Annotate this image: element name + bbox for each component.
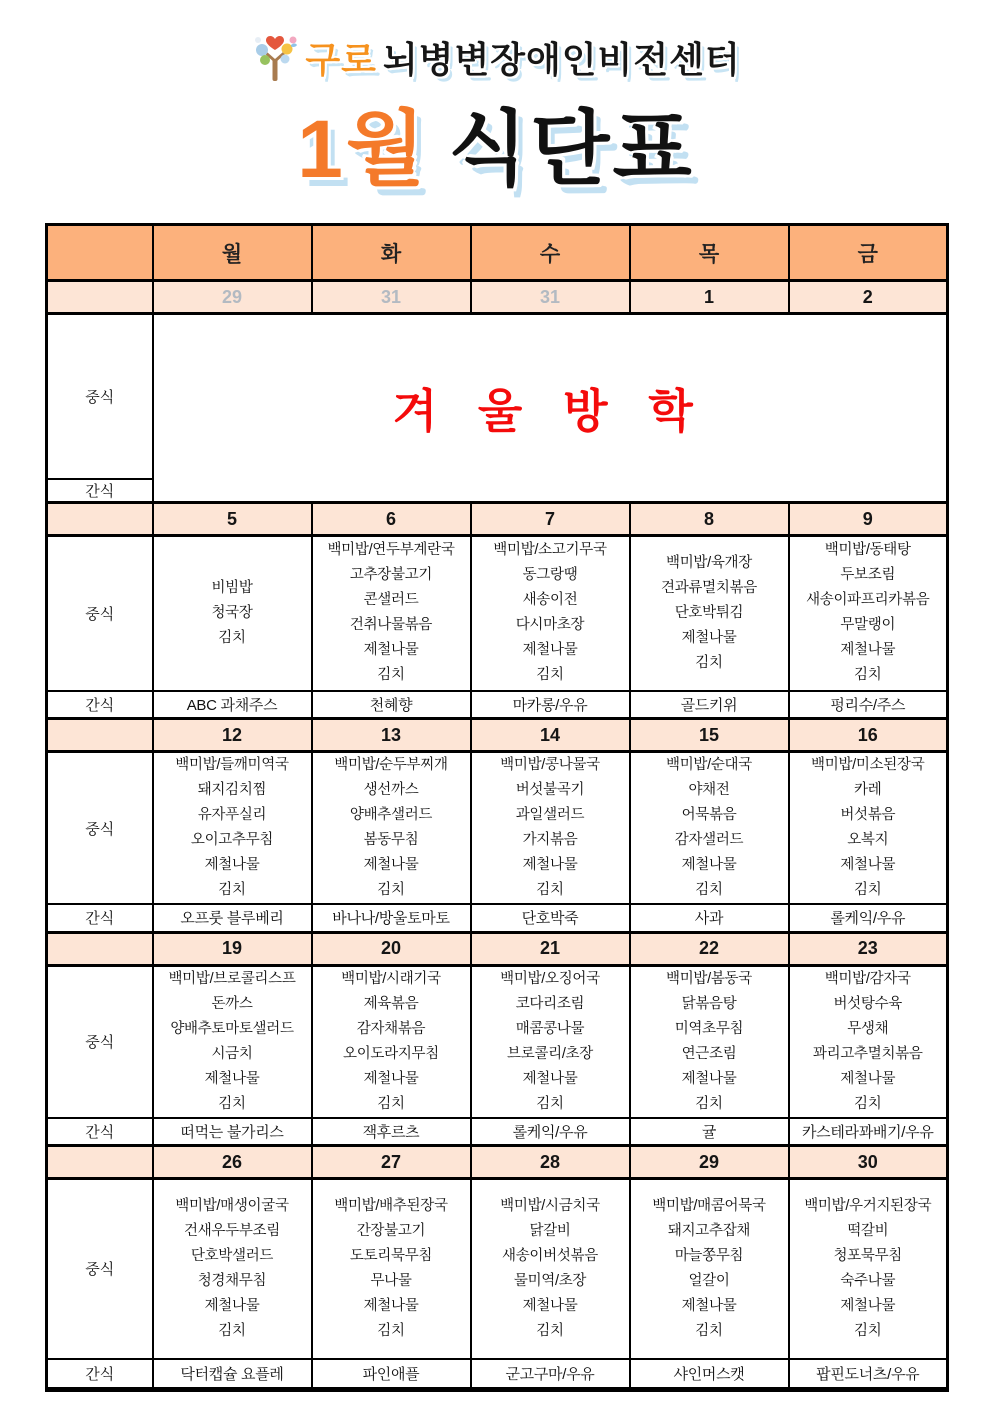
menu-item: 김치 [536, 1322, 564, 1339]
menu-item: 백미밥/매생이굴국 [175, 1197, 289, 1214]
lunch-cell-tue [312, 965, 471, 1118]
snack-cell-mon: 닥터캡슐 요플레 [153, 1359, 312, 1390]
lunch-label: 중식 [47, 1179, 153, 1359]
menu-item: 감자채볶음 [356, 1020, 426, 1037]
lunch-cell-wed [471, 536, 630, 691]
menu-item: 김치 [377, 667, 405, 684]
menu-item: 백미밥/봄동국 [666, 970, 752, 987]
weekday-cell-fri: 금 [789, 225, 948, 281]
menu-item: 백미밥/동태탕 [824, 542, 911, 559]
weekday-cell-thu: 목 [630, 225, 789, 281]
date-cell-thu: 15 [630, 719, 789, 752]
menu-item: 백미밥/시래기국 [341, 970, 441, 987]
menu-item: 백미밥/소고기무국 [493, 542, 607, 559]
menu-item: 무나물 [370, 1272, 412, 1289]
vacation-banner [153, 314, 948, 503]
menu-item: 청포묵무침 [833, 1247, 903, 1264]
menu-item: 카레 [854, 782, 882, 798]
menu-item: 제철나물 [363, 642, 419, 659]
menu-item: 돼지고추잡채 [667, 1222, 751, 1239]
lunch-cell-mon [153, 965, 312, 1118]
snack-label: 간식 [47, 691, 153, 719]
date-cell-wed: 14 [471, 719, 630, 752]
snack-cell-tue: 천혜향 [312, 691, 471, 719]
date-cell-fri: 23 [789, 932, 948, 965]
menu-item: 김치 [536, 1095, 564, 1112]
lunch-cell-mon [153, 1179, 312, 1359]
menu-item: 제철나물 [204, 857, 260, 873]
lunch-cell-fri [789, 965, 948, 1118]
date-corner-cell [47, 503, 153, 536]
menu-item: 닭갈비 [529, 1222, 571, 1239]
lunch-label: 중식 [47, 752, 153, 905]
snack-cell-wed: 군고구마/우유 [471, 1359, 630, 1390]
menu-item: 김치 [377, 1095, 405, 1112]
lunch-row-week4 [47, 965, 948, 1118]
date-cell-wed: 7 [471, 503, 630, 536]
menu-item: 김치 [218, 882, 246, 898]
menu-item: 청경채무침 [197, 1272, 267, 1289]
menu-item: 김치 [854, 667, 882, 684]
date-cell-tue: 27 [312, 1146, 471, 1179]
menu-item: 새송이파프리카볶음 [806, 592, 930, 609]
menu-item: 백미밥/오징어국 [500, 970, 600, 987]
menu-item: 무말랭이 [840, 617, 896, 634]
menu-item: 간장불고기 [356, 1222, 426, 1239]
weekday-header-row [47, 225, 948, 281]
snack-row-week5 [47, 1359, 948, 1390]
date-cell-fri: 16 [789, 719, 948, 752]
menu-item: 봄동무침 [363, 832, 419, 848]
menu-item: 백미밥/브로콜리스프 [168, 970, 296, 987]
menu-item: 숙주나물 [840, 1272, 896, 1289]
menu-item: 도토리묵무침 [349, 1247, 433, 1264]
menu-item: 백미밥/연두부계란국 [327, 542, 455, 559]
lunch-cell-tue [312, 536, 471, 691]
menu-item: 제철나물 [522, 642, 578, 659]
menu-item: 단호박튀김 [674, 604, 744, 621]
date-row-week2 [47, 503, 948, 536]
menu-item: 김치 [695, 882, 723, 898]
snack-cell-wed: 마카롱/우유 [471, 691, 630, 719]
menu-item: 제철나물 [363, 1297, 419, 1314]
date-corner-cell [47, 719, 153, 752]
lunch-cell-mon [153, 536, 312, 691]
menu-item: 김치 [536, 882, 564, 898]
menu-item: 제철나물 [681, 1070, 737, 1087]
lunch-cell-wed [471, 752, 630, 905]
menu-item: 백미밥/시금치국 [500, 1197, 600, 1214]
date-cell-fri: 9 [789, 503, 948, 536]
lunch-cell-fri [789, 536, 948, 691]
snack-cell-fri: 카스테라꽈배기/우유 [789, 1118, 948, 1146]
date-cell-wed: 28 [471, 1146, 630, 1179]
menu-item: 얼갈이 [688, 1272, 730, 1289]
snack-row-week4 [47, 1118, 948, 1146]
menu-item: 가지볶음 [522, 832, 578, 848]
date-corner-cell [47, 1146, 153, 1179]
lunch-row-week2 [47, 536, 948, 691]
menu-item: 백미밥/매콤어묵국 [652, 1197, 766, 1214]
menu-item: 제철나물 [204, 1070, 260, 1087]
date-cell-thu: 8 [630, 503, 789, 536]
menu-item: 제철나물 [840, 1297, 896, 1314]
menu-item: 꽈리고추멸치볶음 [812, 1045, 923, 1062]
menu-item: 미역초무침 [674, 1020, 744, 1037]
menu-item: 백미밥/순대국 [666, 757, 752, 773]
lunch-row-week5 [47, 1179, 948, 1359]
menu-item: 견과류멸치볶음 [661, 579, 757, 596]
snack-cell-fri: 팝핀도너츠/우유 [789, 1359, 948, 1390]
menu-item: 오복지 [847, 832, 889, 848]
snack-cell-tue: 바나나/방울토마토 [312, 904, 471, 932]
menu-item: 버섯볶음 [840, 807, 896, 823]
date-cell-tue: 31 [312, 281, 471, 314]
snack-cell-tue: 잭후르츠 [312, 1118, 471, 1146]
snack-cell-mon: 떠먹는 불가리스 [153, 1118, 312, 1146]
snack-cell-fri: 펑리수/주스 [789, 691, 948, 719]
menu-item: 오이고추무침 [190, 832, 274, 848]
menu-item: 제철나물 [363, 857, 419, 873]
snack-cell-mon: ABC 과채주스 [153, 691, 312, 719]
menu-item: 연근조림 [681, 1045, 737, 1062]
menu-item: 제철나물 [522, 857, 578, 873]
lunch-label: 중식 [47, 965, 153, 1118]
page-title [0, 100, 992, 200]
menu-item: 김치 [218, 629, 246, 646]
menu-item: 마늘쫑무침 [674, 1247, 744, 1264]
weekday-cell-wed: 수 [471, 225, 630, 281]
snack-cell-wed: 단호박죽 [471, 904, 630, 932]
date-cell-thu: 22 [630, 932, 789, 965]
menu-item: 콘샐러드 [363, 592, 419, 609]
meal-plan-table [45, 223, 949, 1392]
lunch-cell-fri [789, 752, 948, 905]
menu-item: 닭볶음탕 [681, 995, 737, 1012]
brand-name-rest: 뇌병변장애인비전센터 [382, 39, 741, 80]
date-row-week3 [47, 719, 948, 752]
lunch-cell-wed [471, 1179, 630, 1359]
vacation-text: 겨 울 방 학 [392, 385, 707, 437]
menu-item: 백미밥/들깨미역국 [175, 757, 289, 773]
date-cell-wed: 31 [471, 281, 630, 314]
menu-item: 김치 [695, 1322, 723, 1339]
menu-item: 제철나물 [681, 1297, 737, 1314]
menu-item: 백미밥/미소된장국 [811, 757, 925, 773]
date-cell-mon: 29 [153, 281, 312, 314]
date-cell-tue: 13 [312, 719, 471, 752]
menu-item: 김치 [218, 1322, 246, 1339]
menu-item: 제육볶음 [363, 995, 419, 1012]
menu-item: 제철나물 [840, 642, 896, 659]
date-row-week1 [47, 281, 948, 314]
date-row-week5 [47, 1146, 948, 1179]
menu-item: 제철나물 [681, 857, 737, 873]
menu-item: 시금치 [211, 1045, 253, 1062]
menu-item: 김치 [218, 1095, 246, 1112]
menu-item: 제철나물 [681, 629, 737, 646]
snack-row-week3 [47, 904, 948, 932]
menu-item: 제철나물 [204, 1297, 260, 1314]
menu-item: 김치 [695, 654, 723, 671]
snack-label: 간식 [47, 1359, 153, 1390]
weekday-cell-mon: 월 [153, 225, 312, 281]
date-cell-mon: 19 [153, 932, 312, 965]
lunch-cell-thu [630, 536, 789, 691]
menu-item: 동그랑땡 [522, 567, 578, 584]
menu-item: 제철나물 [363, 1070, 419, 1087]
snack-cell-fri: 롤케익/우유 [789, 904, 948, 932]
snack-cell-mon: 오프룻 블루베리 [153, 904, 312, 932]
menu-item: 무생채 [847, 1020, 889, 1037]
menu-item: 코다리조림 [515, 995, 585, 1012]
date-cell-mon: 12 [153, 719, 312, 752]
menu-item: 야채전 [688, 782, 730, 798]
menu-item: 김치 [854, 882, 882, 898]
snack-cell-thu: 귤 [630, 1118, 789, 1146]
date-corner-cell [47, 932, 153, 965]
menu-item: 오이도라지무침 [343, 1045, 439, 1062]
menu-item: 돈까스 [211, 995, 253, 1012]
menu-item: 청국장 [211, 604, 253, 621]
menu-item: 새송이버섯볶음 [502, 1247, 598, 1264]
menu-item: 버섯탕수육 [833, 995, 903, 1012]
menu-item: 양배추토마토샐러드 [170, 1020, 294, 1037]
lunch-cell-thu [630, 1179, 789, 1359]
lunch-cell-thu [630, 965, 789, 1118]
menu-item: 새송이전 [522, 592, 578, 609]
menu-item: 제철나물 [840, 1070, 896, 1087]
menu-item: 물미역/초장 [513, 1272, 587, 1289]
menu-item: 과일샐러드 [515, 807, 585, 823]
brand-name-prefix: 구로 [305, 39, 377, 80]
menu-item: 김치 [695, 1095, 723, 1112]
menu-item: 제철나물 [840, 857, 896, 873]
lunch-row-week1 [47, 314, 948, 479]
date-cell-fri: 30 [789, 1146, 948, 1179]
menu-item: 백미밥/콩나물국 [500, 757, 600, 773]
lunch-cell-mon [153, 752, 312, 905]
snack-label: 간식 [47, 479, 153, 503]
menu-item: 고추장불고기 [349, 567, 433, 584]
snack-cell-thu: 골드키위 [630, 691, 789, 719]
menu-item: 어묵볶음 [681, 807, 737, 823]
menu-item: 건취나물볶음 [349, 617, 433, 634]
menu-item: 백미밥/순두부찌개 [334, 757, 448, 773]
snack-cell-thu: 사과 [630, 904, 789, 932]
snack-cell-tue: 파인애플 [312, 1359, 471, 1390]
corner-cell [47, 225, 153, 281]
title-text: 식단표 [448, 104, 695, 195]
date-cell-wed: 21 [471, 932, 630, 965]
menu-item: 김치 [377, 882, 405, 898]
menu-item: 건새우두부조림 [184, 1222, 280, 1239]
lunch-label: 중식 [47, 314, 153, 479]
menu-item: 감자샐러드 [674, 832, 744, 848]
menu-item: 백미밥/배추된장국 [334, 1197, 448, 1214]
menu-item: 유자푸실리 [197, 807, 267, 823]
snack-label: 간식 [47, 1118, 153, 1146]
date-cell-mon: 26 [153, 1146, 312, 1179]
date-cell-thu: 1 [630, 281, 789, 314]
menu-item: 김치 [536, 667, 564, 684]
menu-item: 백미밥/감자국 [824, 970, 911, 987]
menu-item: 브로콜리/초장 [507, 1045, 593, 1062]
menu-item: 김치 [377, 1322, 405, 1339]
snack-cell-wed: 롤케익/우유 [471, 1118, 630, 1146]
menu-item: 떡갈비 [847, 1222, 889, 1239]
menu-item: 다시마초장 [515, 617, 585, 634]
menu-item: 생선까스 [363, 782, 419, 798]
menu-item: 제철나물 [522, 1070, 578, 1087]
menu-item: 매콤콩나물 [515, 1020, 585, 1037]
lunch-cell-tue [312, 752, 471, 905]
date-corner-cell [47, 281, 153, 314]
weekday-cell-tue: 화 [312, 225, 471, 281]
date-cell-tue: 6 [312, 503, 471, 536]
menu-item: 백미밥/육개장 [666, 554, 752, 571]
date-cell-thu: 29 [630, 1146, 789, 1179]
menu-item: 김치 [854, 1095, 882, 1112]
lunch-label: 중식 [47, 536, 153, 691]
page-header [0, 0, 992, 200]
menu-item: 제철나물 [522, 1297, 578, 1314]
date-cell-fri: 2 [789, 281, 948, 314]
title-month: 1월 [297, 104, 429, 195]
date-row-week4 [47, 932, 948, 965]
snack-cell-thu: 샤인머스캣 [630, 1359, 789, 1390]
menu-item: 두보조림 [840, 567, 896, 584]
date-cell-tue: 20 [312, 932, 471, 965]
snack-row-week2 [47, 691, 948, 719]
menu-item: 버섯불곡기 [515, 782, 585, 798]
lunch-cell-tue [312, 1179, 471, 1359]
snack-label: 간식 [47, 904, 153, 932]
menu-item: 양배추샐러드 [349, 807, 433, 823]
menu-item: 김치 [854, 1322, 882, 1339]
date-cell-mon: 5 [153, 503, 312, 536]
menu-item: 돼지김치찜 [197, 782, 267, 798]
lunch-cell-wed [471, 965, 630, 1118]
menu-item: 백미밥/우거지된장국 [804, 1197, 932, 1214]
lunch-cell-fri [789, 1179, 948, 1359]
menu-item: 단호박샐러드 [190, 1247, 274, 1264]
lunch-row-week3 [47, 752, 948, 905]
center-brand [0, 30, 992, 90]
lunch-cell-thu [630, 752, 789, 905]
tree-logo-icon [251, 33, 299, 87]
menu-item: 비빔밥 [211, 579, 253, 596]
